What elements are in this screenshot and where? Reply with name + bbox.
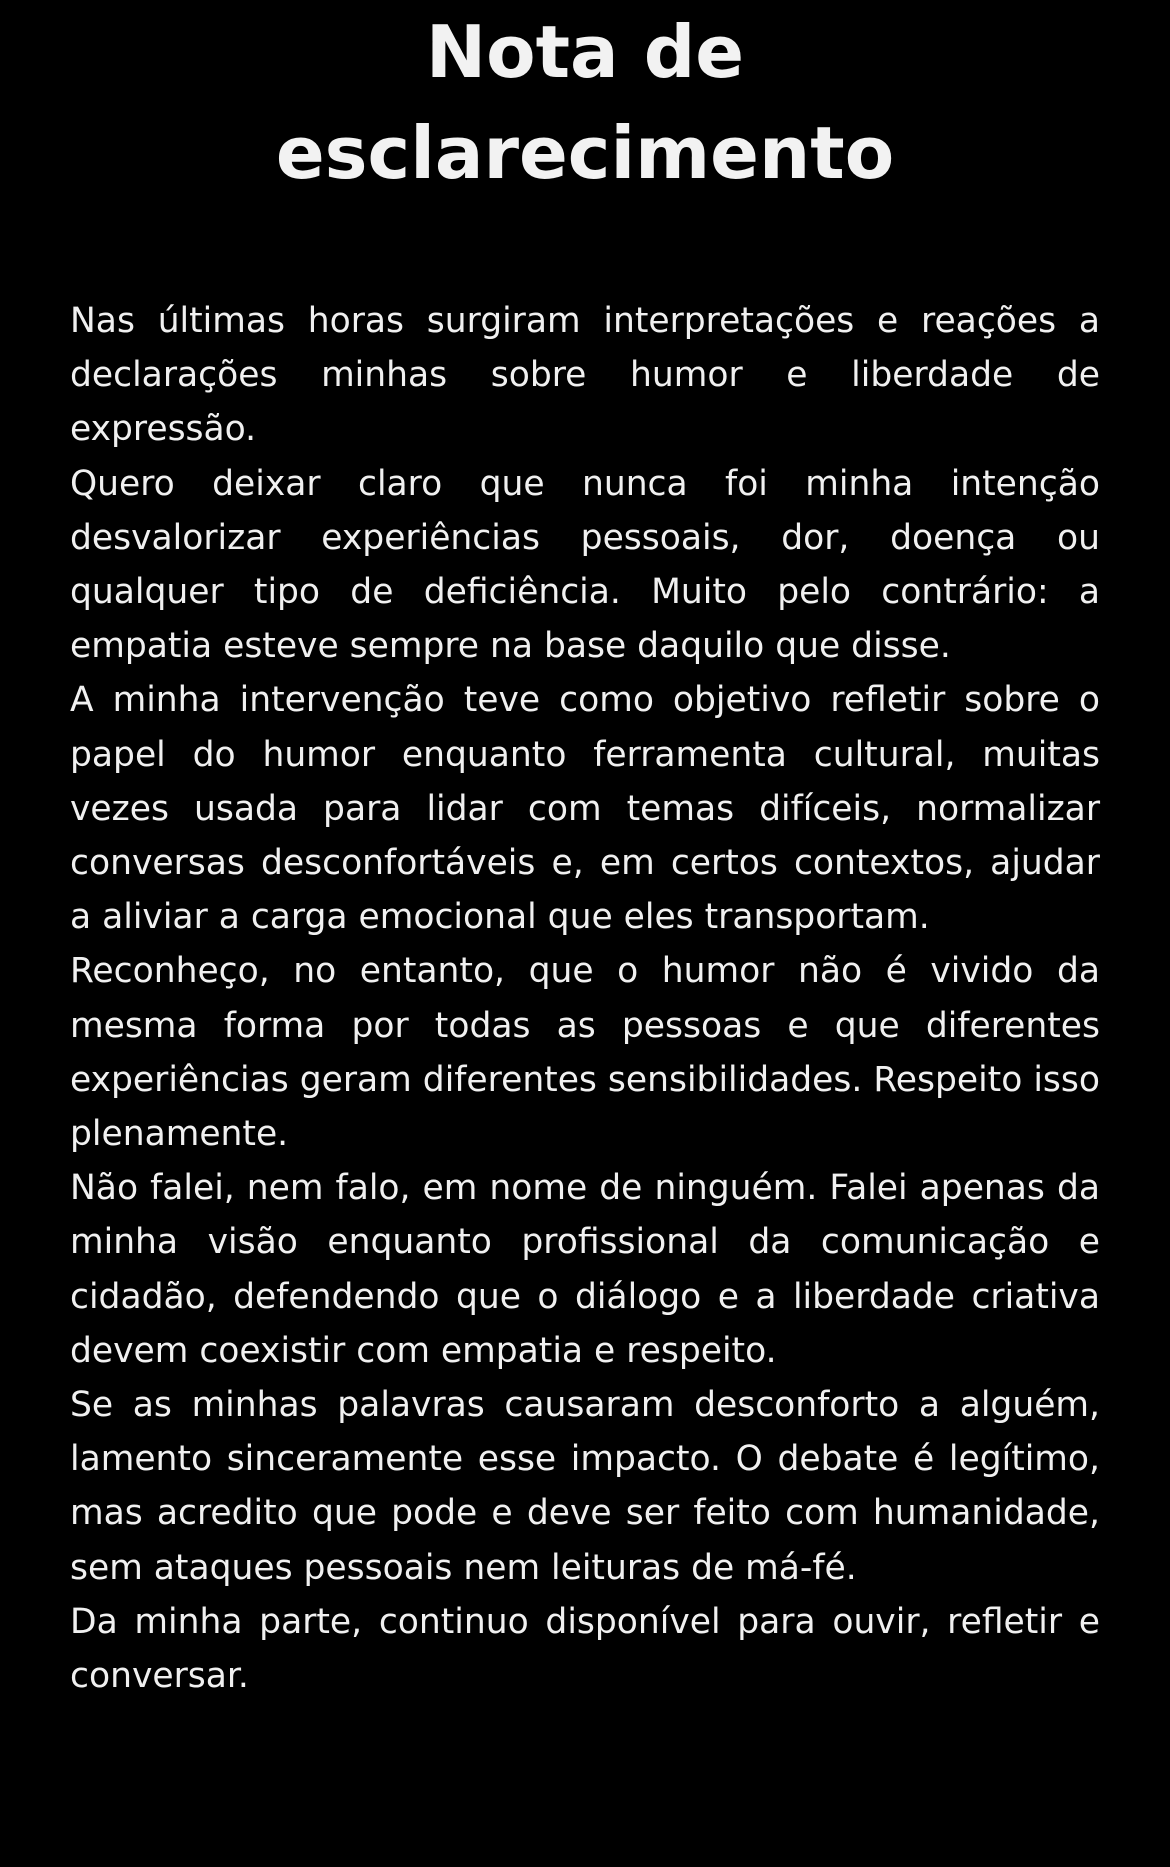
page-title-line-2: esclarecimento <box>275 111 895 195</box>
page-title <box>0 2 1170 204</box>
paragraph-5: Não falei, nem falo, em nome de ninguém. Falei apenas da minha visão enquanto profissional da comunicação e cidadão, defendendo que o diálogo e a liberdade criativa devem coexistir com empatia e respeito. <box>70 1168 1100 1371</box>
paragraph-4: Reconheço, no entanto, que o humor não é vivido da mesma forma por todas as pessoas e que diferentes experiências geram diferentes sensibilidades. Respeito isso plenamente. <box>70 951 1100 1155</box>
paragraph-2: Quero deixar claro que nunca foi minha intenção desvalorizar experiências pessoais, dor, doença ou qualquer tipo de deficiência. Muito pelo contrário: a empatia esteve sempre na base daquilo que disse. <box>70 463 1100 667</box>
page-title-line-1: Nota de <box>425 10 745 94</box>
paragraph-3: A minha intervenção teve como objetivo refletir sobre o papel do humor enquanto ferramenta cultural, muitas vezes usada para lidar com temas difíceis, normalizar conversas desconfortáveis e, em certos contextos, ajudar a aliviar a carga emocional que eles transportam. <box>70 680 1100 938</box>
paragraph-6: Se as minhas palavras causaram desconforto a alguém, lamento sinceramente esse impacto. O debate é legítimo, mas acredito que pode e deve ser feito com humanidade, sem ataques pessoais nem leituras de má-fé. <box>70 1385 1100 1588</box>
statement-body <box>70 294 1100 1703</box>
paragraph-1: Nas últimas horas surgiram interpretações e reações a declarações minhas sobre humor e liberdade de expressão. <box>70 301 1100 450</box>
paragraph-7: Da minha parte, continuo disponível para ouvir, refletir e conversar. <box>70 1601 1100 1697</box>
